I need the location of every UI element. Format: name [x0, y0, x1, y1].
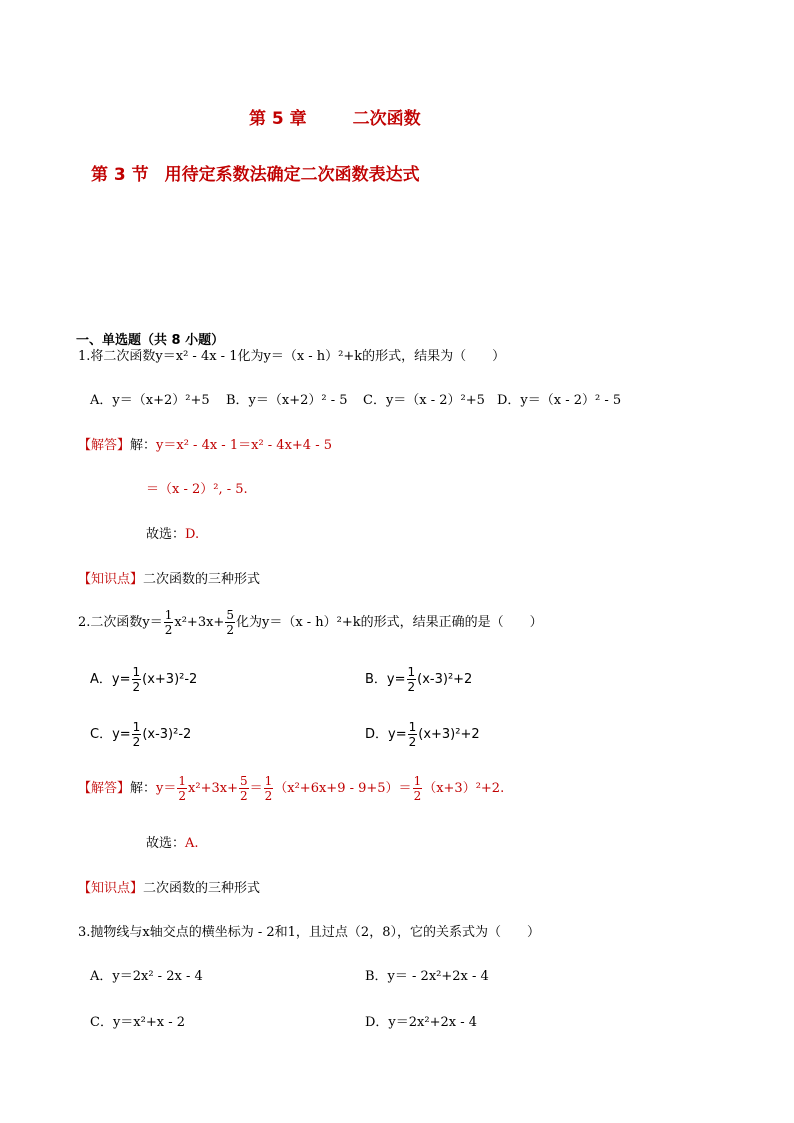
section-name: 用待定系数法确定二次函数表达式 [164, 165, 420, 185]
question-2-knowledge: 【知识点】二次函数的三种形式 [78, 881, 261, 896]
question-2-option-b: B．y= $\frac{1}{2}$ (x-3)²+2 [365, 665, 473, 694]
question-2-choice: 故选：A. [146, 836, 199, 851]
question-1-knowledge [78, 568, 260, 587]
question-2-option-d: D．y= $\frac{1}{2}$ (x+3)²+2 [365, 720, 480, 749]
knowledge-value: 二次函数的三种形式 [143, 572, 261, 587]
question-1-text: 1.将二次函数y＝x² - 4x - 1化为y＝（x - h）²+k的形式，结果为（ ） [78, 349, 506, 364]
question-3-option-b: B．y＝ - 2x²+2x - 4 [365, 969, 489, 984]
question-2-text: 2.二次函数y＝ $\frac{1}{2}$ x²+3x+ $\frac{5}{2}$ 化为y＝（x - h）²+k的形式，结果正确的是（ ） [78, 608, 543, 637]
question-1-solution [78, 434, 332, 453]
answer-tag: 【解答】 [78, 438, 131, 453]
choice-value: D [185, 527, 195, 542]
question-1-choice: 故选：D. [146, 527, 200, 542]
question-2-option-a: A．y= $\frac{1}{2}$ (x+3)²-2 [90, 665, 198, 694]
section-number: 第 3 节 [91, 165, 149, 185]
section-heading: 一、单选题（共 8 小题） [76, 333, 225, 348]
question-1-option-c: C．y＝（x - 2）²+5 [363, 393, 485, 408]
question-3-option-d: D．y＝2x²+2x - 4 [365, 1015, 478, 1030]
fraction: $\frac{5}{2}$ [226, 608, 234, 637]
chapter-name: 二次函数 [352, 109, 421, 129]
answer-suffix: 解： [130, 438, 157, 453]
question-3-text: 3.抛物线与x轴交点的横坐标为 - 2和1，且过点（2，8），它的关系式为（ ） [78, 925, 540, 940]
question-3-option-a: A．y＝2x² - 2x - 4 [90, 969, 203, 984]
fraction: $\frac{1}{2}$ [164, 608, 173, 637]
question-1-option-d: D．y＝（x - 2）² - 5 [497, 393, 622, 408]
choose-prefix: 故选： [146, 527, 186, 542]
chapter-number: 第 5 章 [249, 109, 307, 129]
chapter-title [249, 104, 421, 129]
question-1-option-b: B．y＝（x+2）² - 5 [226, 393, 348, 408]
question-3-option-c: C．y＝x²+x - 2 [90, 1015, 185, 1030]
question-2-solution: 【解答】解：y＝ $\frac{1}{2}$ x²+3x+ $\frac{5}{2}$ ＝ $\frac{1}{2}$ （x²+6x+9 - 9+5）＝ $\frac{1}{2}$ （x+3）²+2. [78, 774, 505, 803]
choice-value: A [185, 836, 195, 851]
solution-line-2: ＝（x - 2）², - 5. [146, 482, 248, 497]
question-1-option-a: A．y＝（x+2）²+5 [90, 393, 210, 408]
question-2-option-c: C．y= $\frac{1}{2}$ (x-3)²-2 [90, 720, 192, 749]
knowledge-tag: 【知识点】 [78, 572, 144, 587]
section-title [91, 160, 420, 185]
solution-line-1: y＝x² - 4x - 1＝x² - 4x+4 - 5 [156, 438, 333, 453]
